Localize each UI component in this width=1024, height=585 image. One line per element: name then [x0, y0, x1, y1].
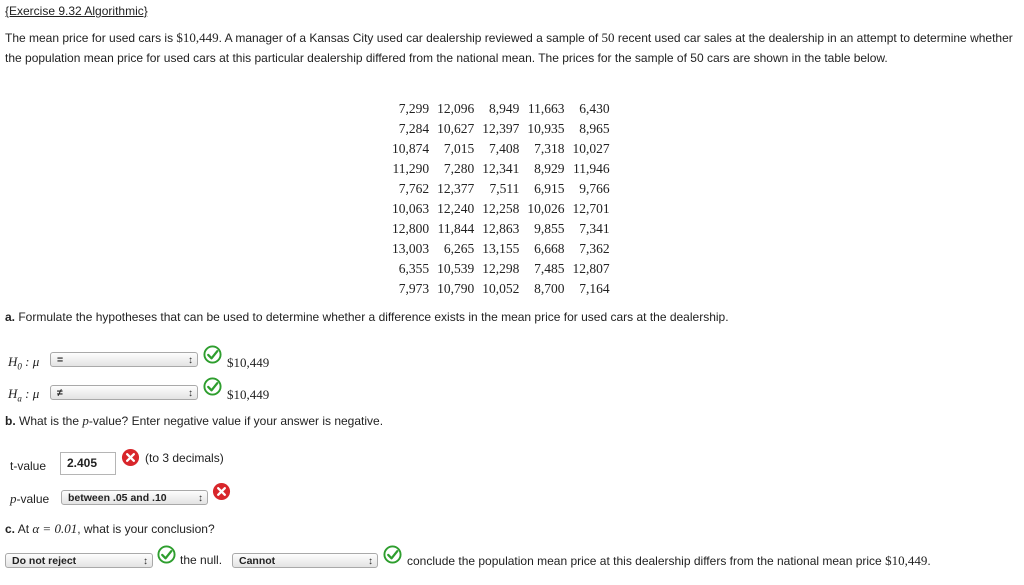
price-cell: 8,929 — [534, 161, 565, 176]
select-arrows-icon: ↕ — [368, 556, 373, 567]
price-cell: 7,341 — [579, 221, 610, 236]
table-row — [384, 259, 610, 279]
table-row — [384, 239, 610, 259]
table-row — [384, 119, 610, 139]
part-c-text-2: , what is your conclusion? — [77, 522, 215, 536]
price-cell: 12,800 — [392, 221, 430, 236]
part-b-label: b. — [5, 414, 16, 428]
price-cell: 12,397 — [482, 121, 520, 136]
part-a-text: Formulate the hypotheses that can be used to determine whether a difference exists in the mean price for used cars at the dealership. — [15, 310, 729, 324]
price-cell: 12,096 — [437, 101, 475, 116]
part-b-text-2: -value? Enter negative value if your answer is negative. — [88, 414, 384, 428]
alpha-value: α = 0.01 — [32, 521, 78, 536]
price-cell: 10,027 — [572, 141, 610, 156]
check-icon — [203, 345, 222, 364]
table-row — [384, 199, 610, 219]
intro-text-3: recent used car sales at the dealership in an attempt to determine whether the population mean price for used cars at this particular dealership differed from the national mean. The prices for the sample of 50 cars are shown in the table below. — [5, 31, 1013, 65]
price-cell: 12,701 — [572, 201, 610, 216]
exercise-title[interactable]: {Exercise 9.32 Algorithmic} — [5, 4, 148, 18]
price-cell: 12,258 — [482, 201, 520, 216]
national-mean: $10,449 — [176, 30, 219, 45]
t-value-input[interactable]: 2.405 — [60, 452, 116, 475]
part-b-p: p — [82, 413, 89, 428]
price-cell: 12,240 — [437, 201, 475, 216]
conclusion-can-select[interactable] — [232, 553, 378, 568]
price-cell: 12,807 — [572, 261, 610, 276]
conclusion-mid-text: the null. — [180, 553, 223, 567]
price-cell: 13,003 — [392, 241, 430, 256]
price-table — [384, 99, 610, 299]
table-row — [384, 159, 610, 179]
h0-label — [8, 354, 39, 372]
price-cell: 11,290 — [392, 161, 430, 176]
reject-select-value: Do not reject — [12, 555, 77, 567]
table-row — [384, 219, 610, 239]
check-icon — [383, 545, 402, 564]
table-row — [384, 179, 610, 199]
select-arrows-icon: ↕ — [188, 388, 193, 399]
price-cell: 12,863 — [482, 221, 520, 236]
conclusion-period: . — [927, 554, 931, 568]
p-label-rest: -value — [16, 492, 50, 506]
price-cell: 7,280 — [443, 161, 475, 176]
ha-select-value: ≠ — [57, 387, 63, 399]
price-cell: 7,511 — [489, 181, 520, 196]
h0-sub: 0 — [17, 361, 22, 372]
part-b-text-1: What is the — [15, 414, 83, 428]
select-arrows-icon: ↕ — [198, 493, 203, 504]
price-cell: 7,362 — [579, 241, 610, 256]
ha-value: $10,449 — [227, 387, 270, 402]
price-cell: 6,668 — [534, 241, 565, 256]
ha-label — [8, 386, 39, 404]
t-value-hint: (to 3 decimals) — [145, 451, 224, 465]
price-cell: 8,700 — [534, 281, 565, 296]
intro-text-2: . A manager of a Kansas City used car dealership reviewed a sample of — [218, 31, 602, 45]
price-cell: 7,762 — [398, 181, 430, 196]
ha-operator-select[interactable] — [50, 385, 198, 400]
table-row — [384, 139, 610, 159]
price-cell: 6,915 — [534, 181, 565, 196]
price-cell: 8,965 — [579, 121, 610, 136]
check-icon — [203, 377, 222, 396]
select-arrows-icon: ↕ — [143, 556, 148, 567]
price-cell: 11,663 — [527, 101, 565, 116]
price-cell: 13,155 — [482, 241, 520, 256]
p-value-select[interactable] — [61, 490, 208, 505]
cross-icon — [212, 482, 231, 501]
price-cell: 6,430 — [579, 101, 610, 116]
h0-value: $10,449 — [227, 355, 270, 370]
price-cell: 7,284 — [398, 121, 430, 136]
sample-size: 50 — [601, 30, 615, 45]
problem-intro — [5, 28, 1015, 68]
price-cell: 10,627 — [437, 121, 475, 136]
conclusion-reject-select[interactable] — [5, 553, 153, 568]
can-select-value: Cannot — [239, 555, 276, 567]
price-cell: 11,844 — [437, 221, 475, 236]
price-cell: 7,408 — [489, 141, 520, 156]
price-cell: 6,265 — [443, 241, 475, 256]
price-cell: 10,539 — [437, 261, 475, 276]
part-b-question — [5, 413, 383, 429]
ha-sub: a — [17, 393, 22, 404]
check-icon — [157, 545, 176, 564]
h0-operator-select[interactable] — [50, 352, 198, 367]
h0-symbol: H — [8, 354, 18, 369]
table-row — [384, 279, 610, 299]
h0-select-value: = — [57, 354, 64, 366]
p-select-value: between .05 and .10 — [68, 492, 167, 504]
price-cell: 7,299 — [398, 101, 430, 116]
price-cell: 10,790 — [437, 281, 475, 296]
price-cell: 10,052 — [482, 281, 520, 296]
ha-mu: : μ — [25, 386, 40, 401]
h0-mu: : μ — [25, 354, 40, 369]
conclusion-mean: $10,449 — [885, 553, 928, 568]
p-label-p: p — [10, 491, 17, 506]
part-a-label: a. — [5, 310, 16, 324]
price-cell: 9,855 — [534, 221, 565, 236]
price-cell: 12,377 — [437, 181, 475, 196]
cross-icon — [121, 448, 140, 467]
price-cell: 7,318 — [534, 141, 565, 156]
price-cell: 10,935 — [527, 121, 565, 136]
part-c-text-1: At — [15, 522, 33, 536]
price-cell: 8,949 — [489, 101, 520, 116]
price-cell: 6,355 — [398, 261, 430, 276]
table-row — [384, 99, 610, 119]
conclusion-end-text — [407, 553, 931, 569]
intro-text-1: The mean price for used cars is — [5, 31, 177, 45]
price-cell: 7,485 — [534, 261, 565, 276]
t-value-label: t-value — [10, 459, 47, 473]
price-cell: 12,298 — [482, 261, 520, 276]
part-c-question — [5, 521, 215, 537]
price-cell: 10,874 — [392, 141, 430, 156]
price-cell: 10,026 — [527, 201, 565, 216]
p-value-label — [10, 491, 49, 507]
price-cell: 9,766 — [579, 181, 610, 196]
price-cell: 11,946 — [573, 161, 610, 176]
ha-symbol: H — [8, 386, 18, 401]
price-cell: 7,164 — [579, 281, 610, 296]
price-cell: 12,341 — [482, 161, 520, 176]
price-cell: 7,015 — [443, 141, 475, 156]
conclusion-end-1: conclude the population mean price at this dealership differs from the national mean price — [407, 554, 886, 568]
price-cell: 7,973 — [398, 281, 430, 296]
select-arrows-icon: ↕ — [188, 355, 193, 366]
price-cell: 10,063 — [392, 201, 430, 216]
part-a-question — [5, 310, 729, 324]
part-c-label: c. — [5, 522, 16, 536]
